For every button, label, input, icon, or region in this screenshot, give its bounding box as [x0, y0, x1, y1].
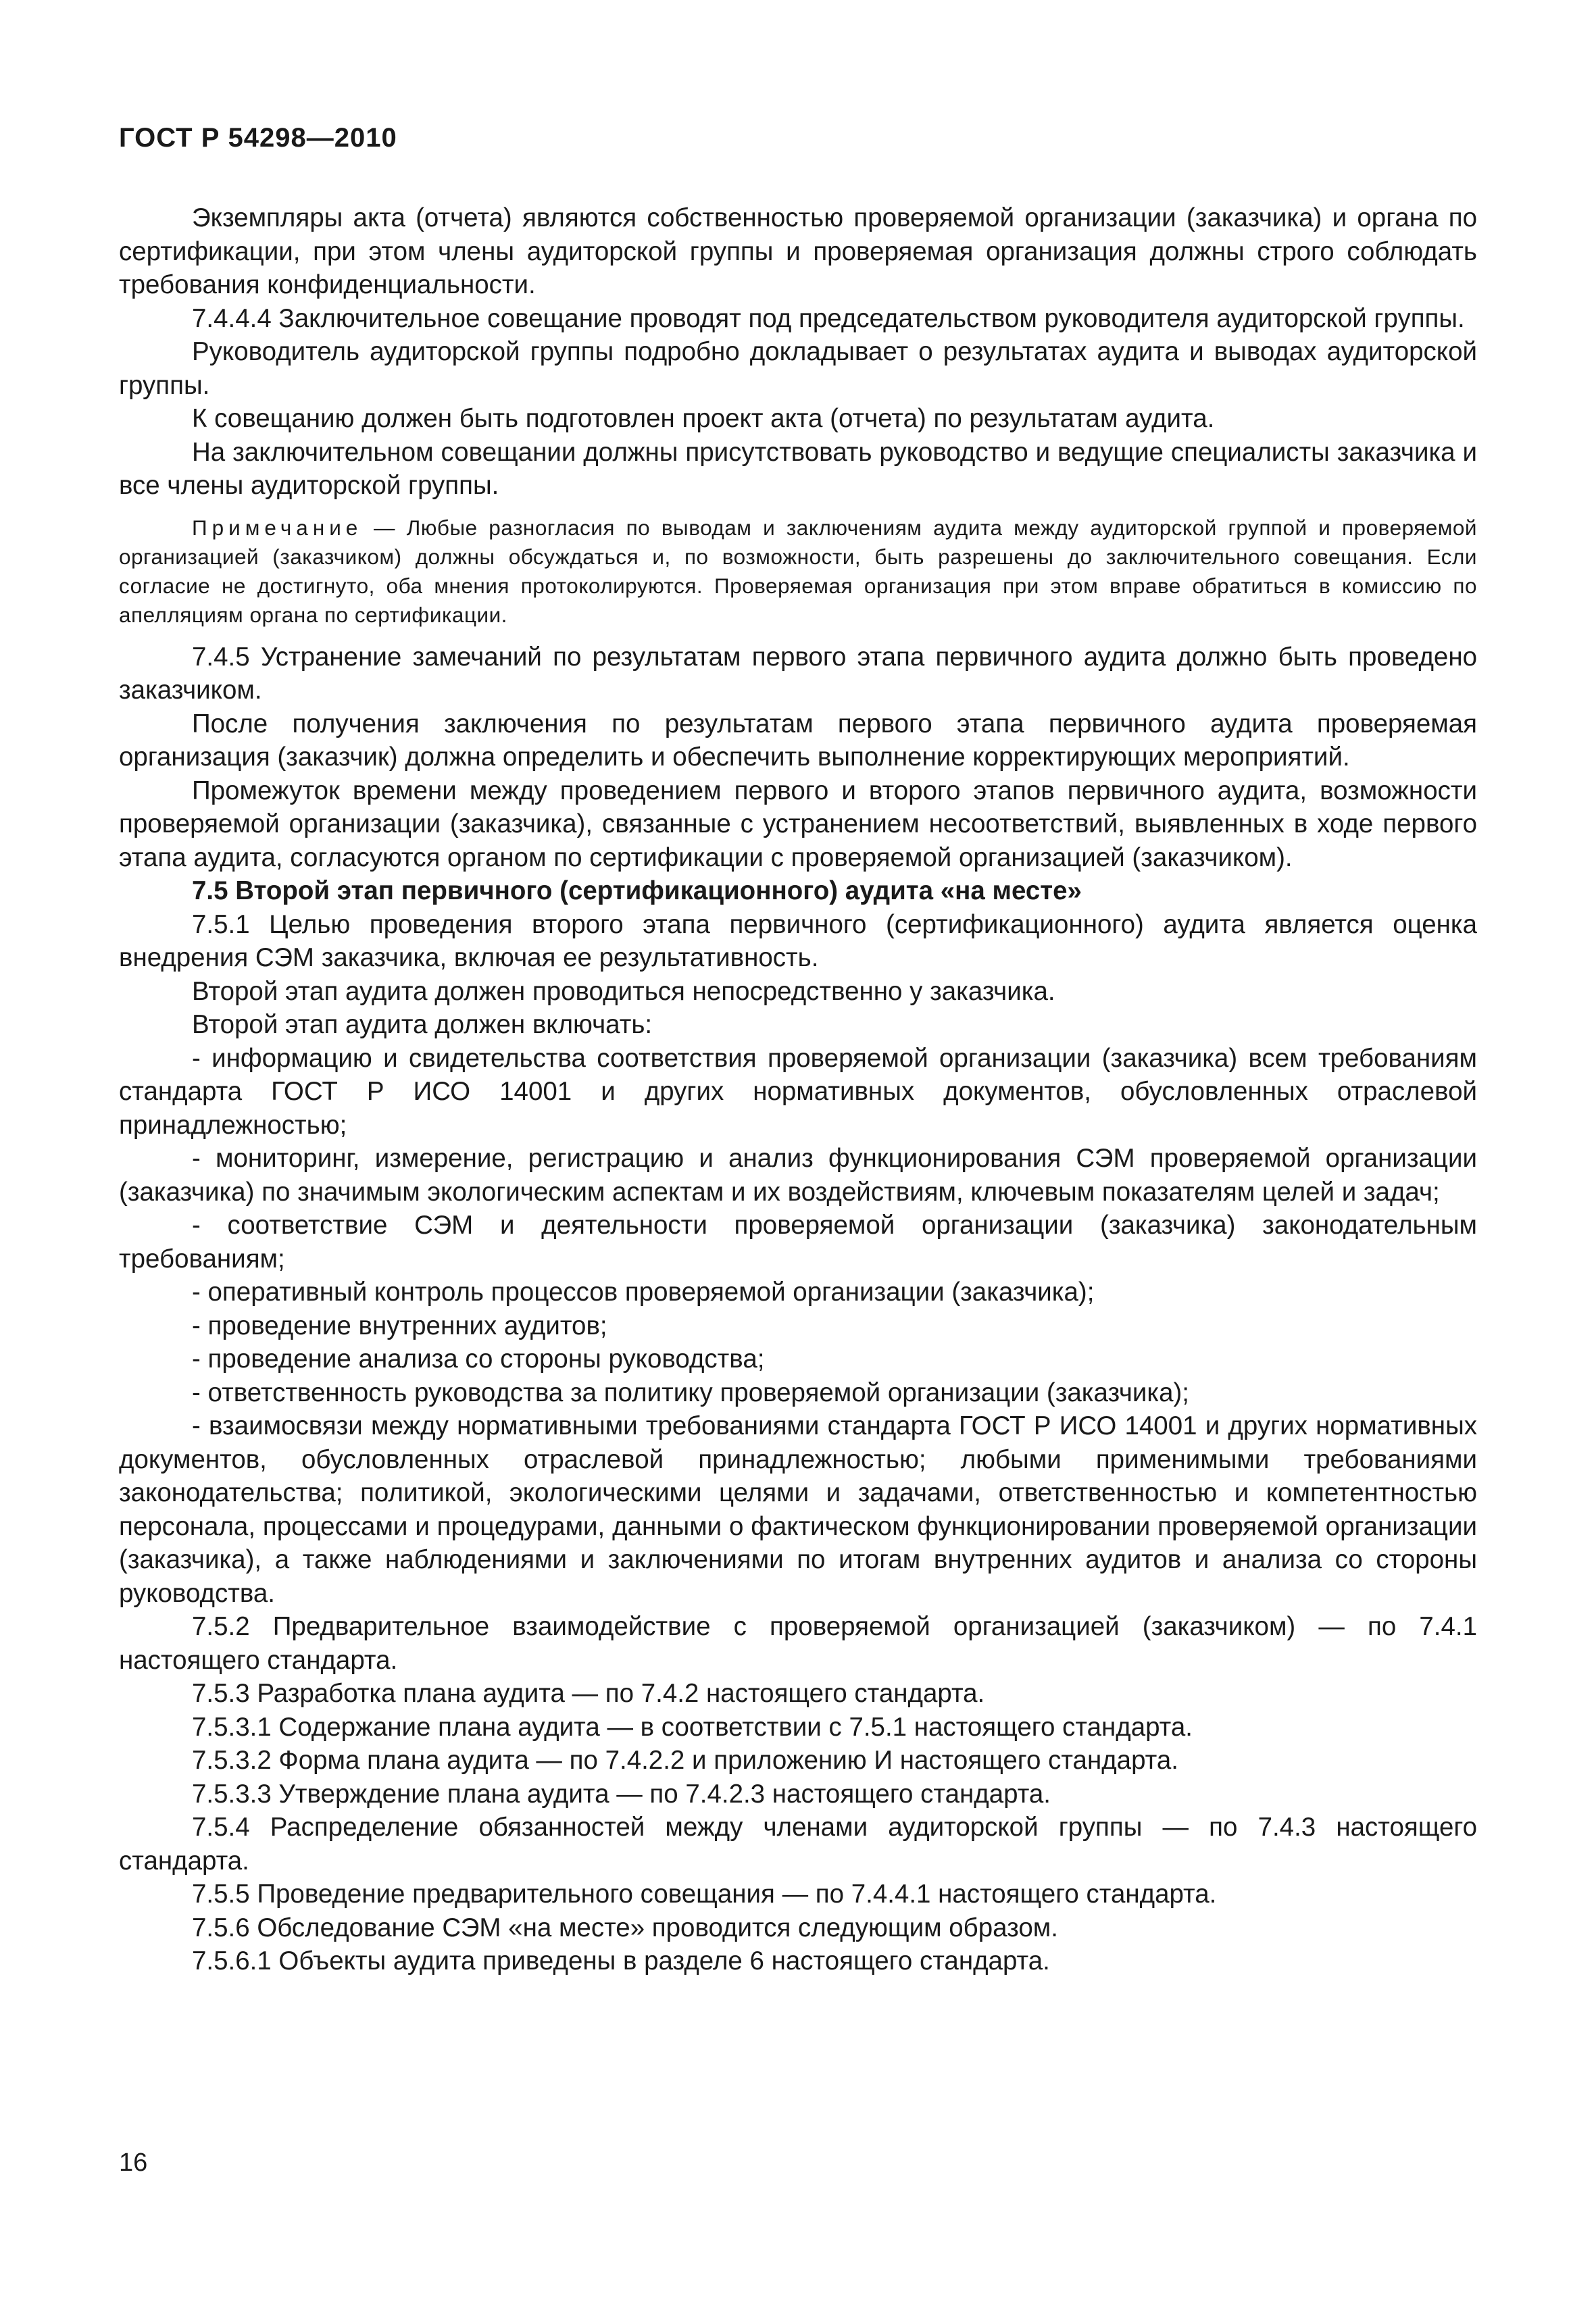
list-item: - мониторинг, измерение, регистрацию и анализ функционирования СЭМ проверяемой организации (заказчика) по значимым экологическим аспектам и их воздействиям, ключевым показателям целей и задач;	[119, 1144, 1477, 1207]
paragraph: 7.5.6 Обследование СЭМ «на месте» проводится следующим образом.	[192, 1913, 1058, 1942]
paragraph: 7.5.3 Разработка плана аудита — по 7.4.2 настоящего стандарта.	[192, 1679, 985, 1708]
note-block	[119, 513, 1477, 630]
note-label: Примечание	[192, 515, 363, 540]
list-item: - оперативный контроль процессов проверяемой организации (заказчика);	[192, 1278, 1095, 1307]
paragraph: 7.5.3.2 Форма плана аудита — по 7.4.2.2 и приложению И настоящего стандарта.	[192, 1746, 1178, 1775]
paragraph: Промежуток времени между проведением первого и второго этапов первичного аудита, возможности проверяемой организации (заказчика), связанные с устранением несоответствий, выявленных в ходе первого этапа аудита, согласуются органом по сертификации с проверяемой организацией (заказчиком).	[119, 776, 1477, 872]
paragraph: 7.5.3.1 Содержание плана аудита — в соответствии с 7.5.1 настоящего стандарта.	[192, 1712, 1193, 1742]
paragraph: 7.5.1 Целью проведения второго этапа первичного (сертификационного) аудита является оценка внедрения СЭМ заказчика, включая ее результативность.	[119, 909, 1477, 972]
paragraph: 7.5.6.1 Объекты аудита приведены в разделе 6 настоящего стандарта.	[192, 1946, 1050, 1976]
paragraph: К совещанию должен быть подготовлен проект акта (отчета) по результатам аудита.	[192, 404, 1215, 433]
paragraph: На заключительном совещании должны присутствовать руководство и ведущие специалисты заказчика и все члены аудиторской группы.	[119, 437, 1477, 500]
section-heading: 7.5 Второй этап первичного (сертификационного) аудита «на месте»	[192, 876, 1082, 905]
list-item: - проведение анализа со стороны руководства;	[192, 1344, 765, 1374]
standard-header: ГОСТ Р 54298—2010	[119, 123, 397, 153]
paragraph: Второй этап аудита должен проводиться непосредственно у заказчика.	[192, 976, 1055, 1006]
list-item: - проведение внутренних аудитов;	[192, 1311, 607, 1340]
list-item: - информацию и свидетельства соответствия проверяемой организации (заказчика) всем требованиям стандарта ГОСТ Р ИСО 14001 и других нормативных документов, обусловленных отраслевой принадлежностью;	[119, 1043, 1477, 1140]
page-number: 16	[119, 2148, 148, 2177]
paragraph: 7.5.2 Предварительное взаимодействие с проверяемой организацией (заказчиком) — по 7.4.1 настоящего стандарта.	[119, 1612, 1477, 1675]
paragraph: 7.4.5 Устранение замечаний по результатам первого этапа первичного аудита должно быть проведено заказчиком.	[119, 642, 1477, 705]
paragraph: Экземпляры акта (отчета) являются собственностью проверяемой организации (заказчика) и органа по сертификации, при этом члены аудиторской группы и проверяемая организация должны строго соблюдать требования конфиденциальности.	[119, 203, 1477, 299]
paragraph: Руководитель аудиторской группы подробно докладывает о результатах аудита и выводах аудиторской группы.	[119, 337, 1477, 400]
paragraph: 7.4.4.4 Заключительное совещание проводят под председательством руководителя аудиторской группы.	[192, 303, 1465, 333]
paragraph: 7.5.5 Проведение предварительного совещания — по 7.4.4.1 настоящего стандарта.	[192, 1880, 1217, 1909]
list-item: - соответствие СЭМ и деятельности проверяемой организации (заказчика) законодательным требованиям;	[119, 1211, 1477, 1274]
list-item: - взаимосвязи между нормативными требованиями стандарта ГОСТ Р ИСО 14001 и других нормативных документов, обусловленных отраслевой принадлежностью; любыми применимыми требованиями законодательства; политикой, экологическими целями и задачами, ответственностью и компетентностью персонала, процессами и процедурами, данными о фактическом функционировании проверяемой организации (заказчика), а также наблюдениями и заключениями по итогам внутренних аудитов и анализа со стороны руководства.	[119, 1411, 1477, 1608]
paragraph: 7.5.4 Распределение обязанностей между членами аудиторской группы — по 7.4.3 настоящего стандарта.	[119, 1813, 1477, 1876]
note-text: — Любые разногласия по выводам и заключениям аудита между аудиторской группой и проверяемой организацией (заказчиком) должны обсуждаться и, по возможности, быть разрешены до заключительного совещания. Если согласие не достигнуто, оба мнения протоколируются. Проверяемая организация при этом вправе обратиться в комиссию по апелляциям органа по сертификации.	[119, 515, 1477, 627]
paragraph: Второй этап аудита должен включать:	[192, 1010, 653, 1039]
document-body	[119, 201, 1477, 1978]
paragraph: 7.5.3.3 Утверждение плана аудита — по 7.4.2.3 настоящего стандарта.	[192, 1779, 1051, 1809]
paragraph: После получения заключения по результатам первого этапа первичного аудита проверяемая организация (заказчик) должна определить и обеспечить выполнение корректирующих мероприятий.	[119, 709, 1477, 772]
list-item: - ответственность руководства за политику проверяемой организации (заказчика);	[192, 1378, 1190, 1407]
